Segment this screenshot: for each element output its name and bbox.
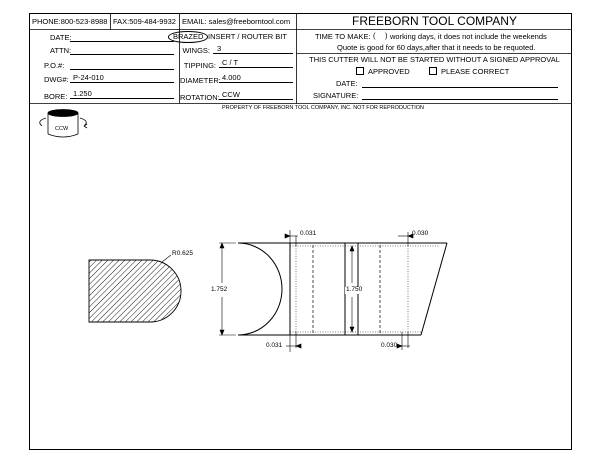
email-address[interactable]: EMAIL: sales@freeborntool.com	[182, 17, 291, 26]
dim-bottom-left: 0.031	[266, 342, 283, 349]
wings-value: 3	[217, 44, 222, 53]
dwg-value: P-24-010	[73, 73, 104, 82]
time-close-paren: )	[385, 31, 388, 40]
time-to-make-label: TIME TO MAKE:	[315, 32, 371, 41]
diameter-field[interactable]	[219, 82, 293, 83]
date-field[interactable]	[70, 41, 174, 42]
time-to-make-text: working days, it does not include the weekends	[390, 32, 547, 41]
approval-notice: THIS CUTTER WILL NOT BE STARTED WITHOUT A SIGNED APPROVAL	[309, 55, 560, 64]
dwg-label: DWG#:	[44, 75, 69, 84]
po-field[interactable]	[70, 69, 174, 70]
approval-date-field[interactable]	[362, 87, 558, 88]
dim-top-left: 0.031	[300, 230, 317, 237]
diameter-label: DIAMETER:	[180, 76, 221, 85]
dwg-field[interactable]	[70, 82, 174, 83]
attn-field[interactable]	[70, 54, 174, 55]
please-correct-checkbox[interactable]	[429, 67, 437, 75]
cutter-body-drawing	[238, 243, 447, 335]
company-name: FREEBORN TOOL COMPANY	[352, 14, 517, 28]
rotation-ccw-icon	[40, 110, 87, 138]
signature-label: SIGNATURE:	[313, 91, 359, 100]
rotation-icon-label: CCW	[55, 126, 69, 132]
approval-date-label: DATE:	[336, 79, 358, 88]
bore-value: 1.250	[73, 89, 92, 98]
radius-callout: R0.625	[172, 250, 193, 257]
rotation-field[interactable]	[219, 99, 293, 100]
diameter-value: 4.000	[222, 73, 241, 82]
approved-checkbox[interactable]	[356, 67, 364, 75]
brazed-option-circled[interactable]: BRAZED	[168, 31, 208, 43]
tipping-label: TIPPING:	[183, 61, 216, 70]
property-notice: PROPERTY OF FREEBORN TOOL COMPANY, INC. NOT FOR REPRODUCTION	[222, 105, 425, 111]
approved-label: APPROVED	[368, 67, 410, 76]
time-open-paren: (	[373, 31, 376, 40]
po-label: P.O.#:	[44, 61, 65, 70]
insert-router-options[interactable]: INSERT / ROUTER BIT	[208, 32, 287, 41]
quote-validity-text: Quote is good for 60 days,after that it needs to be requoted.	[337, 43, 536, 52]
bore-label: BORE:	[44, 92, 68, 101]
signature-field[interactable]	[362, 99, 558, 100]
radius-profile-drawing	[89, 255, 181, 322]
rotation-value: CCW	[222, 90, 240, 99]
phone-number: PHONE:800-523-8988	[32, 17, 108, 26]
dim-bottom-right: 0.030	[381, 342, 398, 349]
wings-label: WINGS:	[182, 46, 210, 55]
wings-field[interactable]	[213, 53, 293, 54]
dim-inner-height: 1.750	[346, 286, 363, 293]
dim-overall-height: 1.752	[211, 286, 228, 293]
time-to-make-field[interactable]	[376, 31, 384, 40]
rotation-label: ROTATION:	[180, 93, 220, 102]
tipping-field[interactable]	[219, 67, 293, 68]
please-correct-label: PLEASE CORRECT	[441, 67, 510, 76]
fax-number: FAX:509-484-9932	[113, 17, 176, 26]
attn-label: ATTN:	[50, 46, 72, 55]
date-label: DATE:	[50, 33, 72, 42]
tipping-value: C / T	[222, 58, 239, 67]
bore-field[interactable]	[70, 98, 174, 99]
dim-top-right: 0.030	[412, 230, 429, 237]
